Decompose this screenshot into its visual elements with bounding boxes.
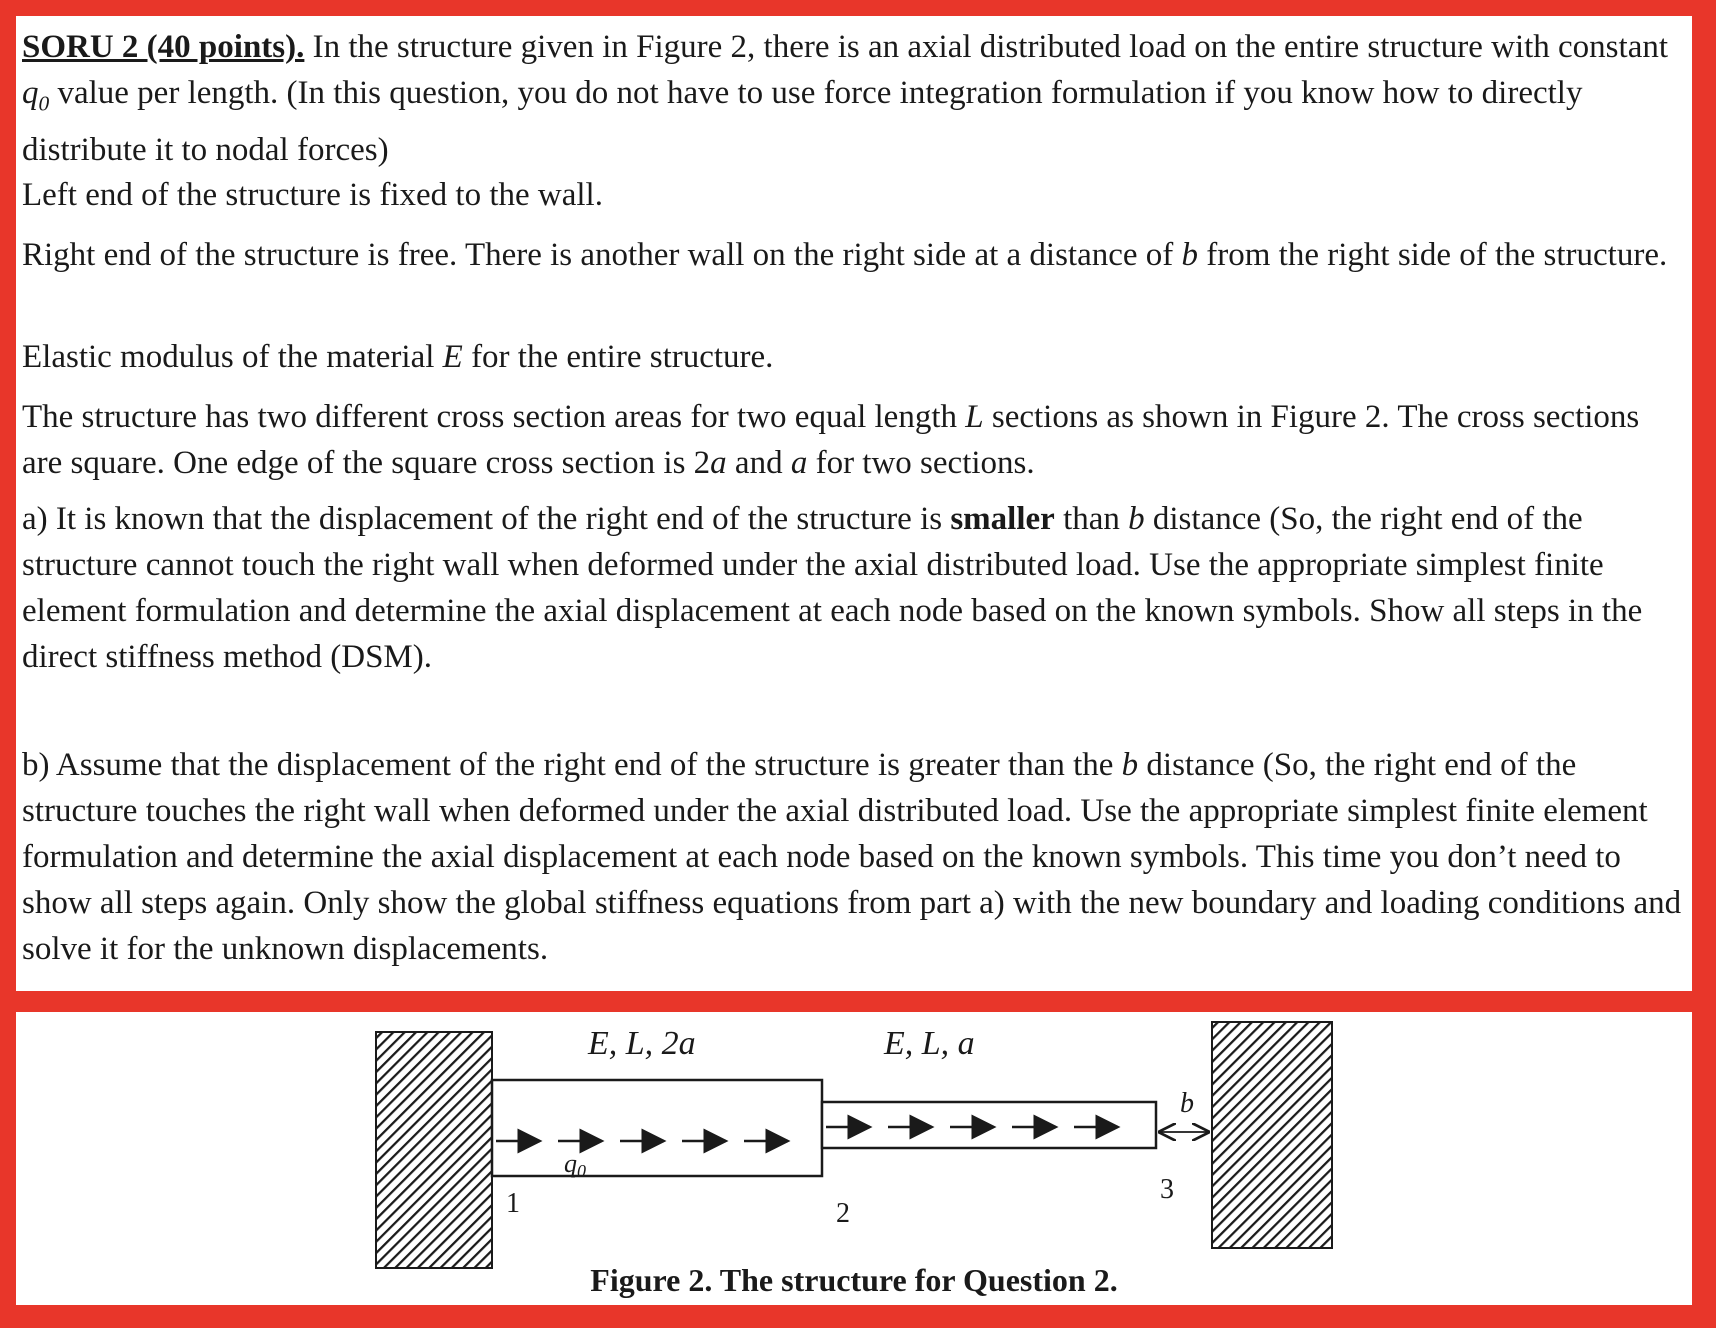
gap-label: b [1180,1088,1194,1119]
e-symbol: E [442,339,463,375]
right-end-text-a: Right end of the structure is free. There is another wall on the right side at a distance of [22,237,1182,273]
question-text-panel [16,16,1692,991]
structure-text-b: sections as shown in Figure 2. The cross sections are square. One edge of the square cross section is 2 [22,399,1640,481]
question-title: SORU 2 (40 points). [22,29,305,65]
node-2-label: 2 [836,1198,850,1229]
part-b-text-2: distance (So, the right end of the structure touches the right wall when deformed under the axial distributed load. Use the appropriate simplest finite element formulation and determine the axial displacement at each node based on the known symbols. This time you don’t need to show all steps again. Only show the global stiffness equations from part a) with the new boundary and loading conditions and solve it for the unknown displacements. [22,747,1682,967]
intro-text-a: In the structure given in Figure 2, there is an axial distributed load on the entire structure with constant [304,29,1669,65]
left-end-paragraph: Left end of the structure is fixed to the wall. [22,177,603,213]
b-symbol: b [1181,237,1199,273]
section-2-bar [822,1102,1156,1148]
part-a-bold: smaller [950,501,1055,537]
section-1-label: E, L, 2a [588,1025,696,1062]
part-a-text-1: a) It is known that the displacement of the right end of the structure is [22,501,951,537]
elastic-text-b: for the entire structure. [462,339,774,375]
structure-figure [16,1012,1692,1305]
section-1-bar [492,1080,822,1176]
b-symbol-2: b [1128,501,1145,537]
left-wall [376,1032,492,1268]
node-3-label: 3 [1160,1174,1174,1205]
q0-symbol: $q_0$ [22,75,50,116]
structure-text-d: for two sections. [807,445,1035,481]
elastic-paragraph [22,334,1686,380]
right-end-paragraph [22,232,1686,278]
structure-text-a: The structure has two different cross section areas for two equal length [22,399,966,435]
part-b-text-1: b) Assume that the displacement of the right end of the structure is greater than the [22,747,1122,783]
part-a-text-3: distance (So, the right end of the structure cannot touch the right wall when deformed under the axial distributed load. Use the appropriate simplest finite element formulation and determine the axial displacement at each node based on the known symbols. Show all steps in the direct stiffness method (DSM). [22,501,1643,675]
intro-text-b: value per length. (In this question, you do not have to use force integration formulation if you know how to directly distribute it to nodal forces) [22,75,1583,168]
elastic-text-a: Elastic modulus of the material [22,339,443,375]
figure-panel [16,1012,1692,1305]
l-symbol: L [965,399,984,435]
b-symbol-3: b [1121,747,1139,783]
part-a-text-2: than [1054,501,1129,537]
part-a-paragraph [22,496,1686,680]
node-1-label: 1 [506,1188,520,1219]
right-end-text-b: from the right side of the structure. [1198,237,1668,273]
a-symbol-2: a [790,445,808,481]
part-b-paragraph [22,742,1686,972]
intro-paragraph [22,24,1686,173]
figure-caption: Figure 2. The structure for Question 2. [590,1262,1118,1298]
structure-paragraph [22,394,1686,486]
section-2-label: E, L, a [884,1025,975,1062]
load-label: q0 [564,1149,586,1181]
structure-text-c: and [726,445,791,481]
a-symbol: a [710,445,727,481]
right-wall [1212,1022,1332,1248]
